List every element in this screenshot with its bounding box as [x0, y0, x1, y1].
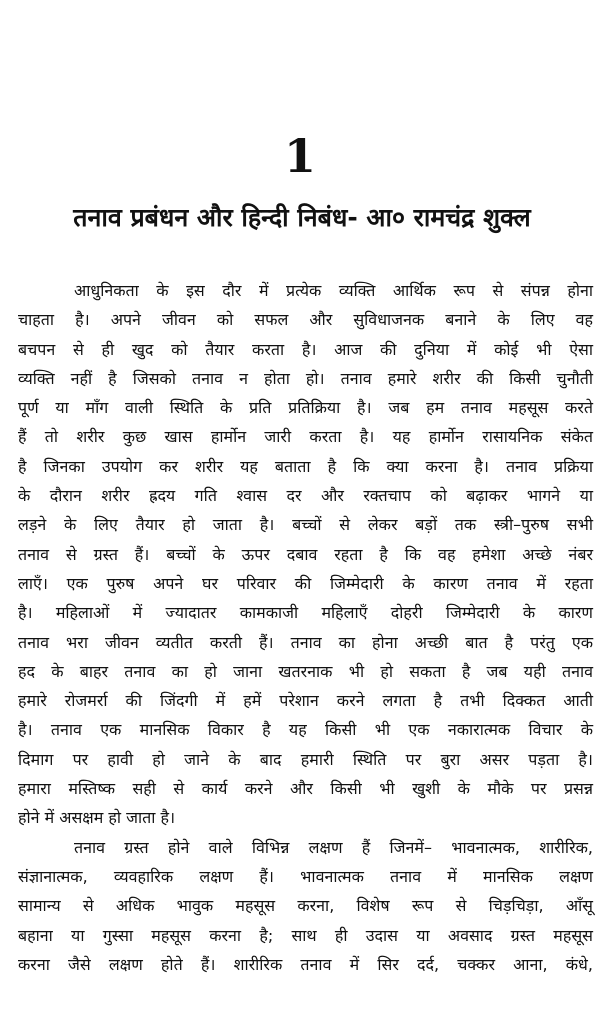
chapter-number: 1 [283, 129, 316, 183]
text-line: हमारा मस्तिष्क सही से कार्य करने और किसी भी खुशी के मौके पर प्रसन्न [18, 779, 593, 799]
text-line: हैं तो शरीर कुछ खास हार्मोन जारी करता है। यह हार्मोन रासायनिक संकेत [18, 427, 593, 447]
text-line: तनाव भरा जीवन व्यतीत करती हैं। तनाव का होना अच्छी बात है परंतु एक [18, 632, 593, 652]
text-line: करना जैसे लक्षण होते हैं। शारीरिक तनाव में सिर दर्द, चक्कर आना, कंधे, [18, 954, 593, 974]
text-line: है। तनाव एक मानसिक विकार है यह किसी भी एक नकारात्मक विचार के [18, 720, 593, 740]
text-line: हमारे रोजमर्रा की जिंदगी में हमें परेशान करने लगता है तभी दिक्कत आती [18, 691, 593, 711]
text-line: तनाव से ग्रस्त हैं। बच्चों के ऊपर दबाव रहता है कि वह हमेशा अच्छे नंबर [18, 544, 593, 564]
text-line: बहाना या गुस्सा महसूस करना है; साथ ही उदास या अवसाद ग्रस्त महसूस [18, 925, 593, 945]
chapter-body [18, 276, 593, 979]
text-line: दिमाग पर हावी हो जाने के बाद हमारी स्थिति पर बुरा असर पड़ता है। [18, 749, 593, 769]
text-line: व्यक्ति नहीं है जिसको तनाव न होता हो। तनाव हमारे शरीर की किसी चुनौती [18, 368, 593, 388]
text-line: लड़ने के लिए तैयार हो जाता है। बच्चों से लेकर बड़ों तक स्त्री–पुरुष सभी [18, 515, 593, 535]
text-line: आधुनिकता के इस दौर में प्रत्येक व्यक्ति आर्थिक रूप से संपन्न होना [74, 281, 593, 300]
text-line: तनाव ग्रस्त होने वाले विभिन्न लक्षण हैं जिनमें– भावनात्मक, शारीरिक, [74, 837, 593, 857]
text-line: है। महिलाओं में ज्यादातर कामकाजी महिलाएँ दोहरी जिम्मेदारी के कारण [18, 603, 593, 623]
text-line: बचपन से ही खुद को तैयार करता है। आज की दुनिया में कोई भी ऐसा [18, 339, 593, 359]
text-line: संज्ञानात्मक, व्यवहारिक लक्षण हैं। भावनात्मक तनाव में मानसिक लक्षण [18, 866, 593, 886]
chapter-title: तनाव प्रबंधन और हिन्दी निबंध- आ० रामचंद्र शुक्ल [73, 203, 531, 232]
text-line: हद के बाहर तनाव का हो जाना खतरनाक भी हो सकता है जब यही तनाव [18, 661, 593, 681]
paragraph-2 [18, 833, 593, 979]
text-line: लाएँ। एक पुरुष अपने घर परिवार की जिम्मेदारी के कारण तनाव में रहता [18, 573, 593, 593]
text-line: होने में असक्षम हो जाता है। [18, 808, 176, 828]
text-line: पूर्ण या माँग वाली स्थिति के प्रति प्रतिक्रिया है। जब हम तनाव महसूस करते [18, 398, 593, 418]
paragraph-1 [18, 276, 593, 833]
text-line: के दौरान शरीर ह्रदय गति श्वास दर और रक्तचाप को बढ़ाकर भागने या [18, 486, 593, 506]
text-line: चाहता है। अपने जीवन को सफल और सुविधाजनक बनाने के लिए वह [18, 310, 593, 330]
text-line: है जिनका उपयोग कर शरीर यह बताता है कि क्या करना है। तनाव प्रक्रिया [18, 456, 593, 476]
text-line: सामान्य से अधिक भावुक महसूस करना, विशेष रूप से चिड़चिड़ा, आँसू [18, 896, 593, 916]
